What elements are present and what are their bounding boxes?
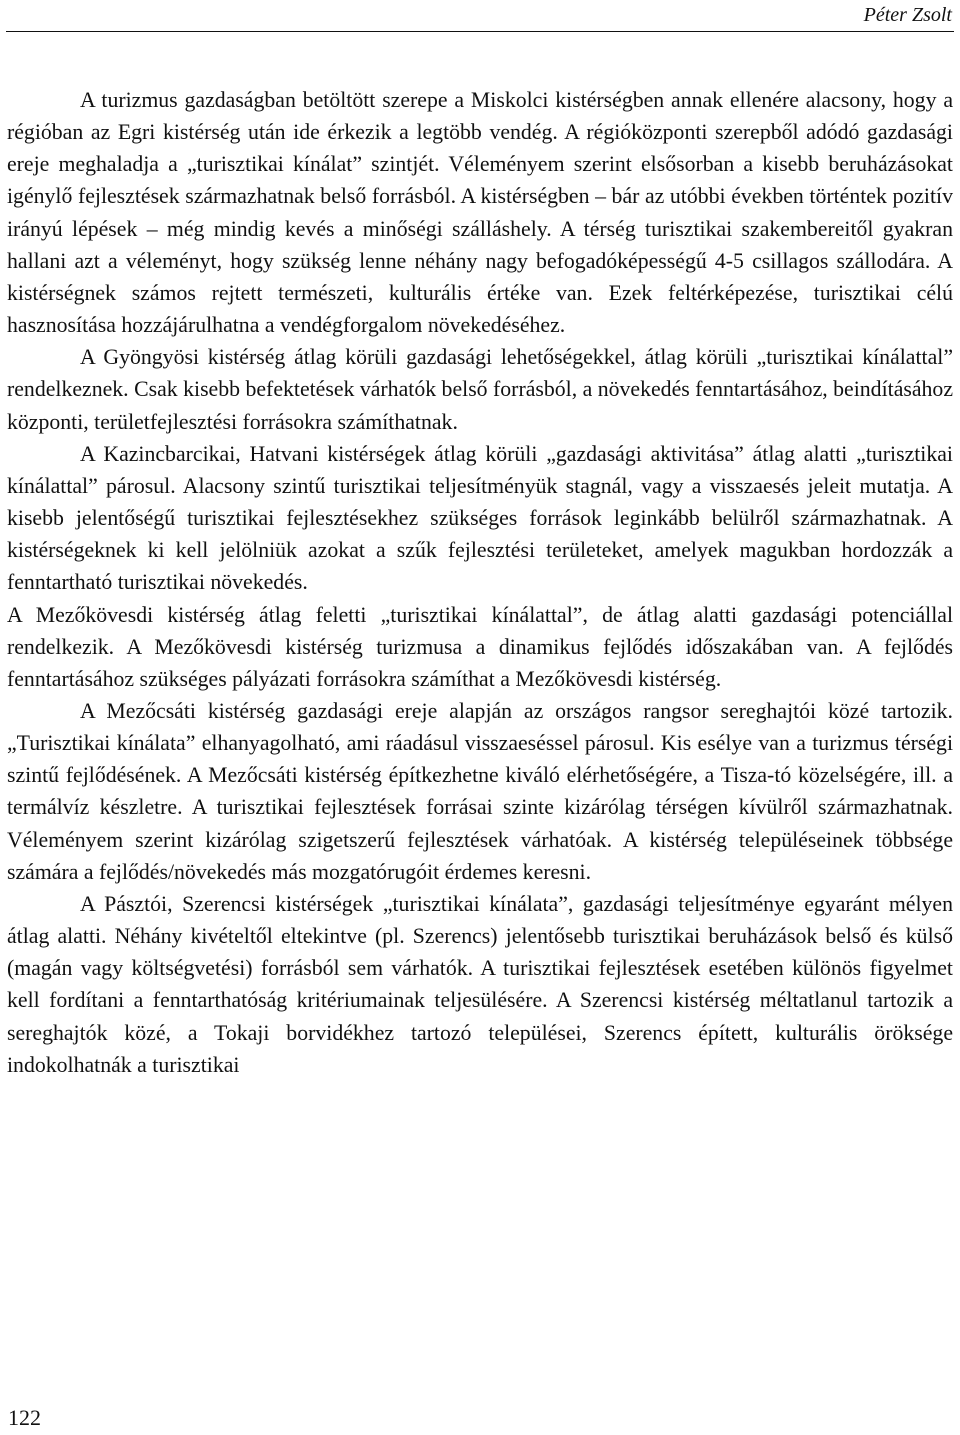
paragraph-miskolc: A turizmus gazdaságban betöltött szerepe a Miskolci kistérségben annak ellenére alacsony, hogy a régióban az Egri kistérség után ide érkezik a legtöbb vendég. A régióközponti szerepből adódó gazdasági ereje meghaladja a „turisztikai kínálat” szintjét. Véleményem szerint elsősorban a kisebb beruházásokat igénylő fejlesztések származhatnak belső forrásból. A kistérségben – bár az utóbbi években történtek pozitív irányú lépések – még mindig kevés a minőségi szálláshely. A térség turisztikai szakembereitől gyakran hallani azt a véleményt, hogy szükség lenne néhány nagy befogadóképességű 4-5 csillagos szállodára. A kistérségnek számos rejtett természeti, kulturális értéke van. Ezek feltérképezése, turisztikai célú hasznosítása hozzájárulhatna a vendégforgalom növekedéséhez. [7, 88, 953, 338]
paragraph-gyongyos: A Gyöngyösi kistérség átlag körüli gazdasági lehetőségekkel, átlag körüli „turisztikai kínálattal” rendelkeznek. Csak kisebb befektetések várhatók belső forrásból, a növekedés fenntartásához, beindításához központi, területfejlesztési forrásokra számíthatnak. [7, 345, 953, 434]
paragraph-paszto-szerencs: A Pásztói, Szerencsi kistérségek „turisztikai kínálata”, gazdasági teljesítménye egyaránt mélyen átlag alatti. Néhány kivételtől eltekintve (pl. Szerencs) jelentősebb turisztikai beruházások belső és külső (magán vagy költségvetési) forrásból sem várhatók. A turisztikai fejlesztések esetében különös figyelmet kell fordítani a fenntarthatóság kritériumainak teljesülésére. A Szerencsi kistérség méltatlanul tartozik a sereghajtók közé, a Tokaji borvidékhez tartozó települései, Szerencs épített, kulturális öröksége indokolhatnák a turisztikai [7, 891, 953, 1077]
paragraph-mezocsat: A Mezőcsáti kistérség gazdasági ereje alapján az országos rangsor sereghajtói közé tartozik. „Turisztikai kínálata” elhanyagolható, ami ráadásul visszaeséssel párosul. Kis esélye van a turizmus térségi szintű fejlődésének. A Mezőcsáti kistérség építkezhetne kiváló elérhetőségére, a Tisza-tó közelségére, ill. a termálvíz készletre. A turisztikai fejlesztések forrásai szinte kizárólag térségen kívülről származhatnak. Véleményem szerint kizárólag szigetszerű fejlesztések várhatóak. A kistérség településeinek többsége számára a fejlődés/növekedés más mozgatórugóit érdemes keresni. [7, 698, 953, 884]
running-header-author: Péter Zsolt [863, 4, 952, 26]
paragraph-kazincbarcika-hatvan: A Kazincbarcikai, Hatvani kistérségek átlag körüli „gazdasági aktivitása” átlag alatti „turisztikai kínálattal” párosul. Alacsony szintű turisztikai teljesítményük stagnál, vagy a visszaesés jeleit mutatja. A kisebb jelentőségű turisztikai fejlesztésekhez szükséges források leginkább belülről származhatnak. A kistérségeknek ki kell jelölniük azokat a szűk fejlesztési területeket, amelyek magukban hordozzák a fenntartható turisztikai növekedés. [7, 441, 953, 595]
header-divider [6, 31, 954, 32]
paragraph-mezokovesd: A Mezőkövesdi kistérség átlag feletti „turisztikai kínálattal”, de átlag alatti gazdasági potenciállal rendelkezik. A Mezőkövesdi kistérség turizmusa a dinamikus fejlődés időszakában van. A fejlődés fenntartásához szükséges pályázati forrásokra számíthat a Mezőkövesdi kistérség. [7, 602, 953, 691]
page-number: 122 [8, 1405, 41, 1430]
body-text [7, 84, 953, 1081]
